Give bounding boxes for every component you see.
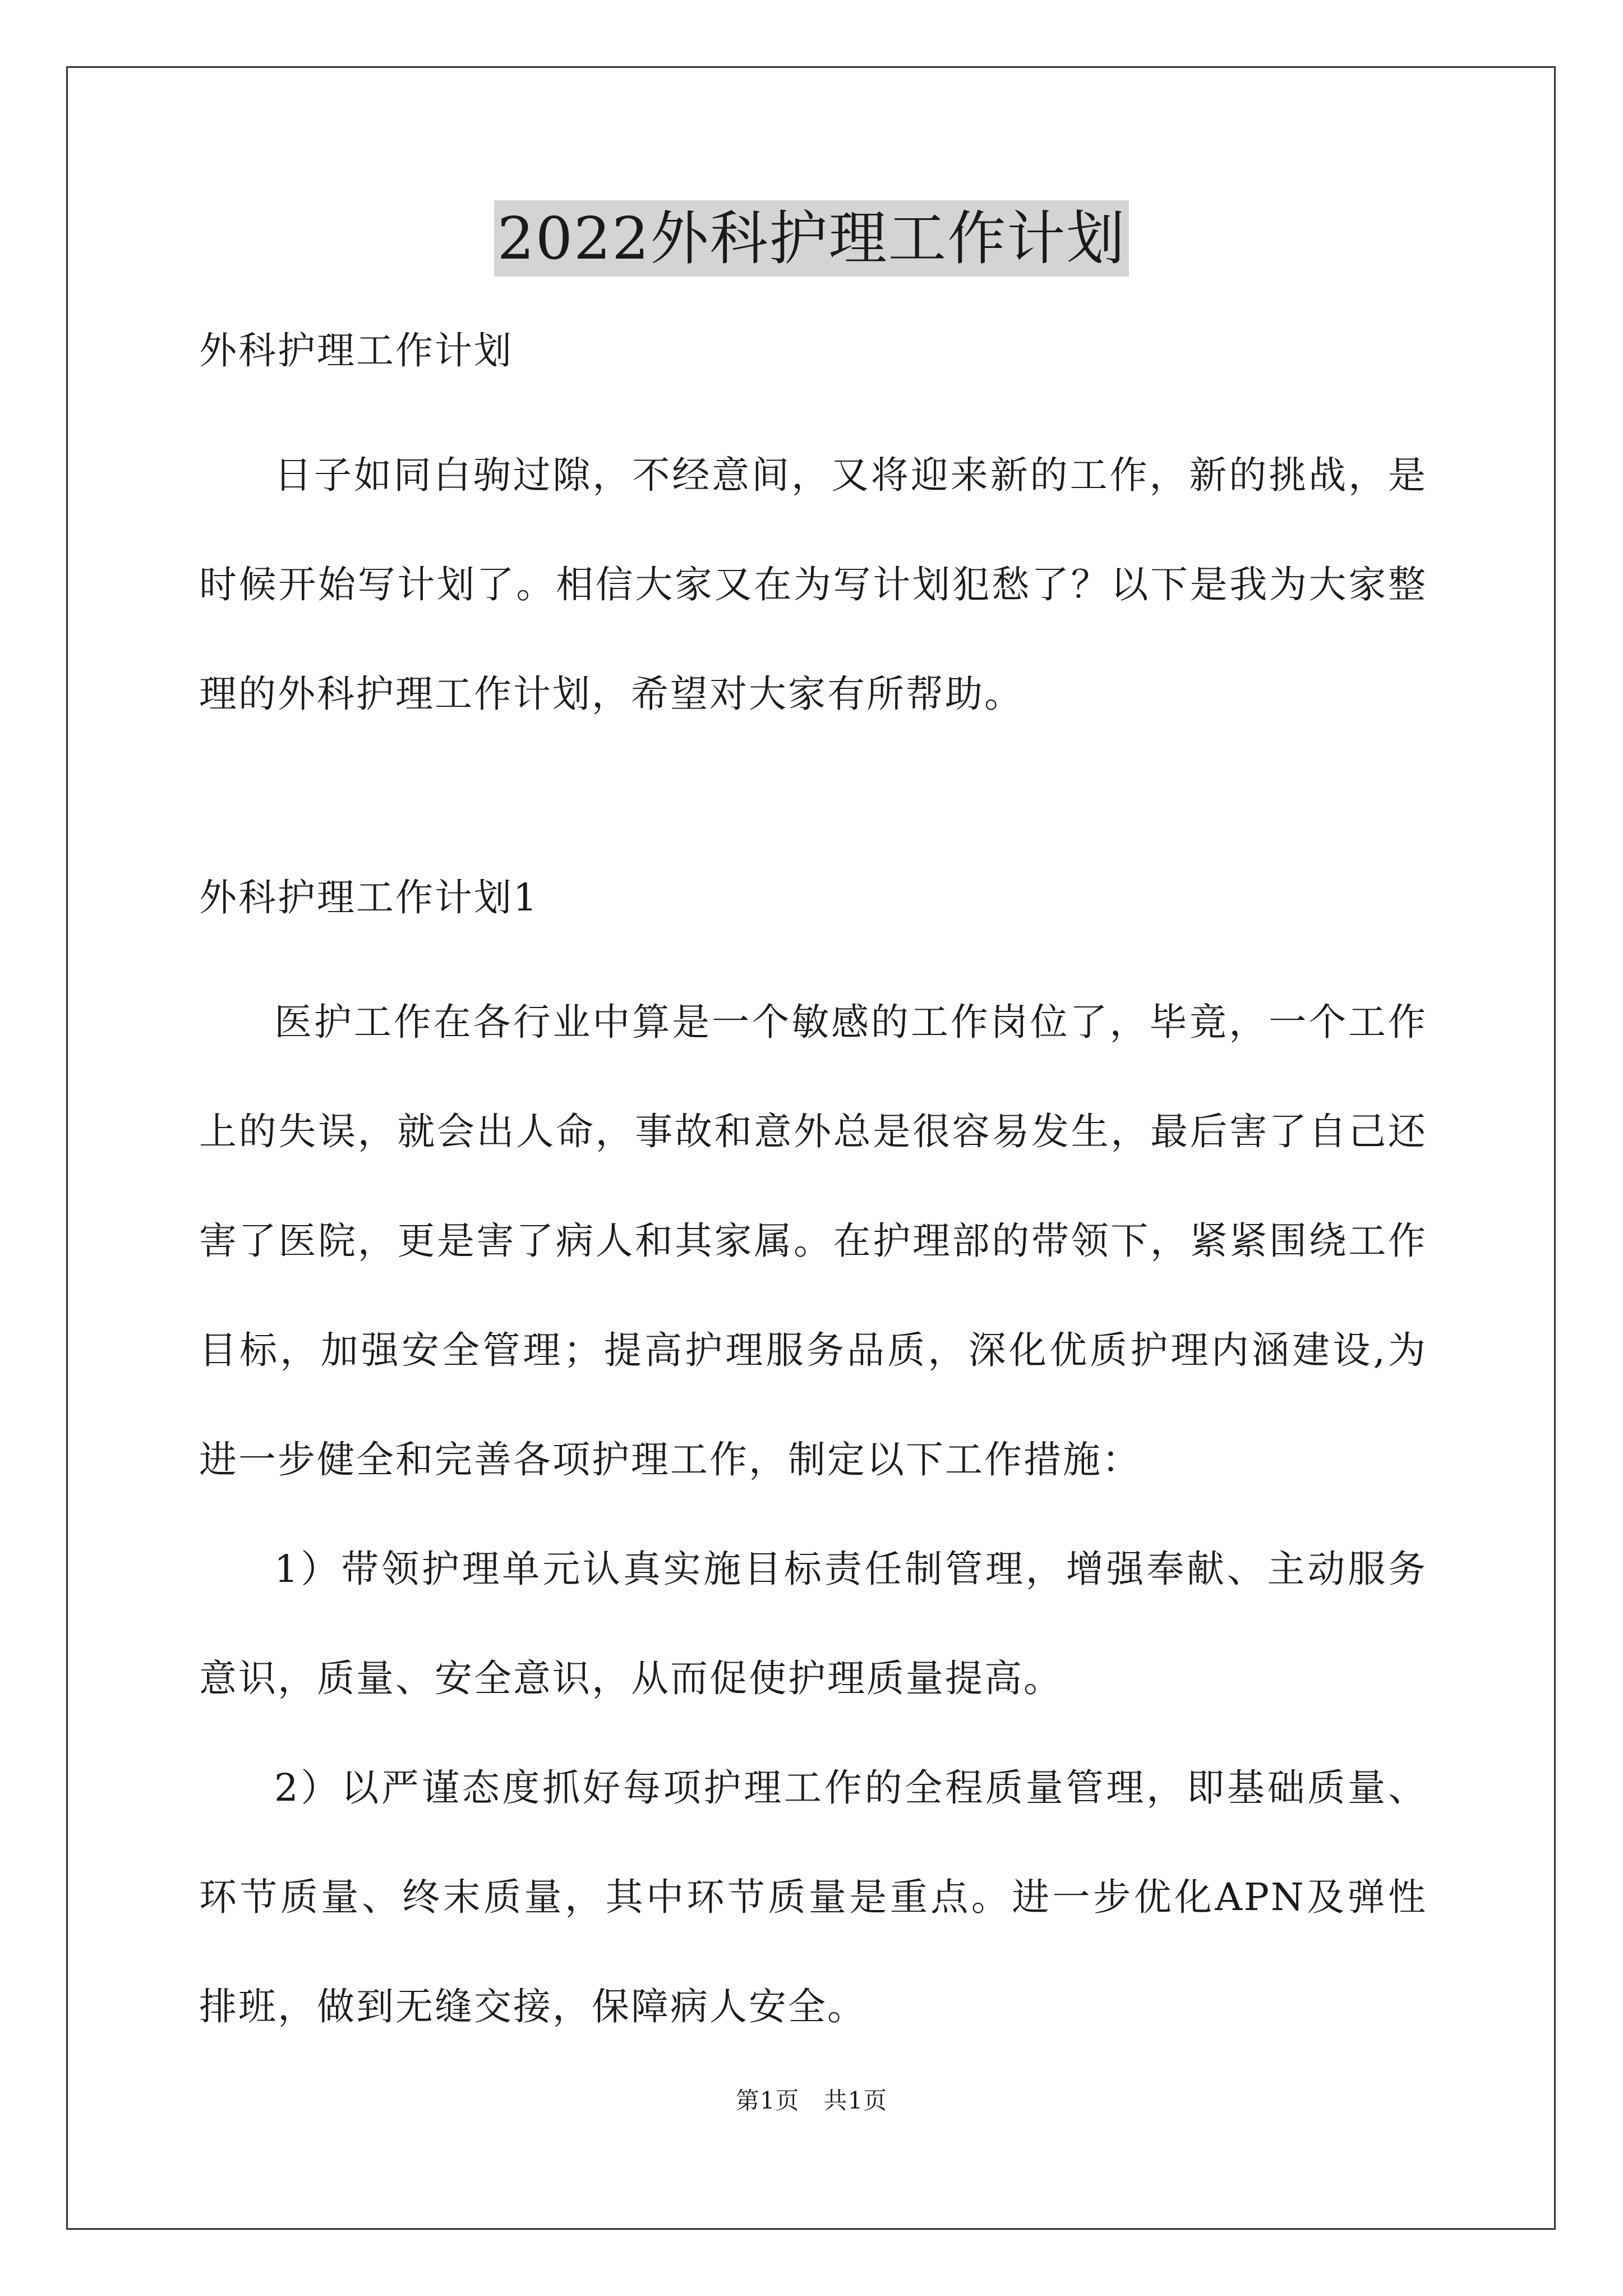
title-container: [0, 200, 1623, 277]
section1-paragraph-2: 1）带领护理单元认真实施目标责任制管理，增强奉献、主动服务意识，质量、安全意识，从而促使护理质量提高。: [199, 1547, 1427, 1700]
page-footer: 第1页 共1页: [735, 2087, 888, 2114]
document-body: [199, 311, 1427, 2062]
blank-line: [199, 749, 1427, 858]
intro-heading: 外科护理工作计划: [199, 329, 513, 372]
document-title: 2022外科护理工作计划: [494, 200, 1129, 277]
section1-heading: 外科护理工作计划1: [199, 876, 539, 919]
intro-paragraph: 日子如同白驹过隙，不经意间，又将迎来新的工作，新的挑战，是时候开始写计划了。相信大家又在为写计划犯愁了？以下是我为大家整理的外科护理工作计划，希望对大家有所帮助。: [199, 453, 1427, 716]
section1-paragraph-3: 2）以严谨态度抓好每项护理工作的全程质量管理，即基础质量、环节质量、终末质量，其中环节质量是重点。进一步优化APN及弹性排班，做到无缝交接，保障病人安全。: [199, 1766, 1427, 2028]
section1-paragraph-1: 医护工作在各行业中算是一个敏感的工作岗位了，毕竟，一个工作上的失误，就会出人命，事故和意外总是很容易发生，最后害了自己还害了医院，更是害了病人和其家属。在护理部的带领下，紧紧围绕工作目标，加强安全管理；提高护理服务品质，深化优质护理内涵建设,为进一步健全和完善各项护理工作，制定以下工作措施：: [199, 1000, 1427, 1481]
